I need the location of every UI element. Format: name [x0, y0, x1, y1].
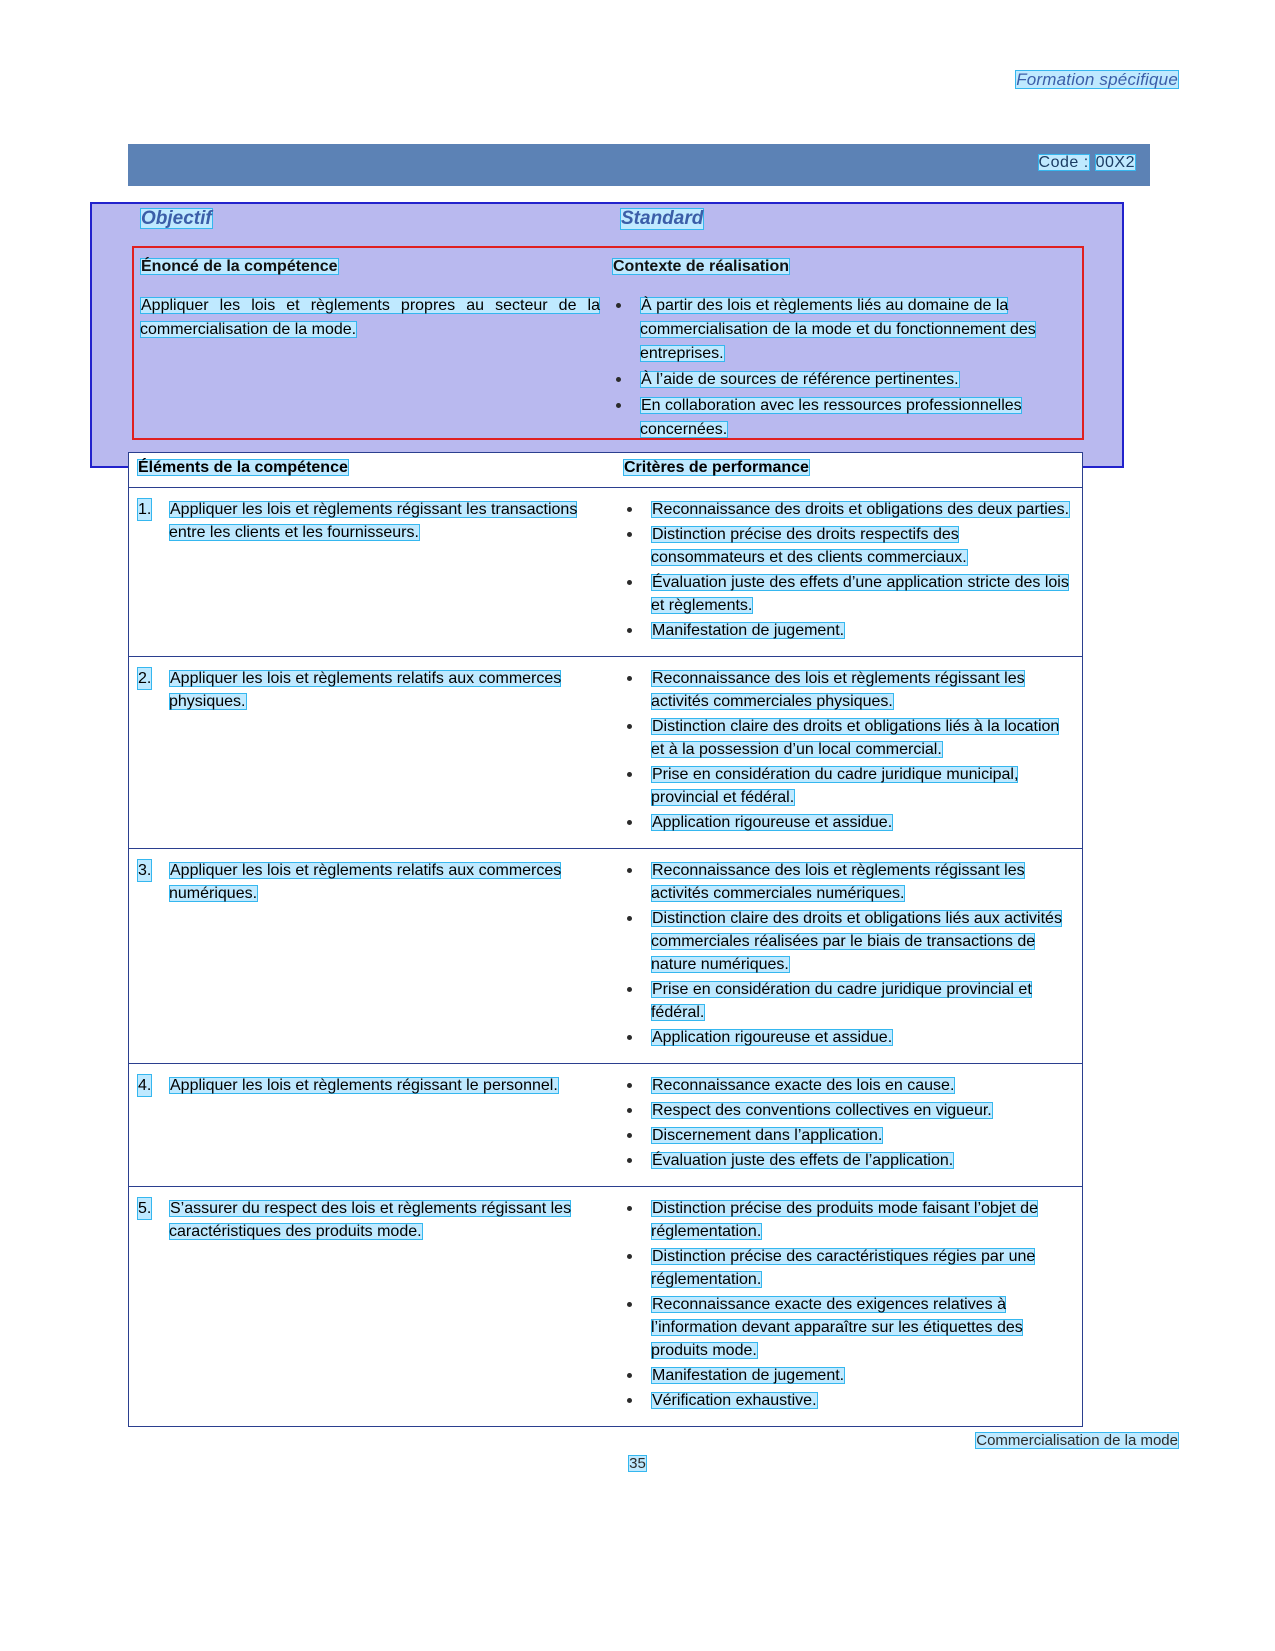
footer-program-label: Commercialisation de la mode [976, 1432, 1178, 1449]
criterion-text: Prise en considération du cadre juridique provincial et fédéral. [650, 981, 1032, 1021]
criterion-text: Application rigoureuse et assidue. [651, 814, 893, 831]
list-item [615, 1026, 1074, 1049]
competency-elements-table [128, 452, 1083, 1427]
list-item [615, 978, 1074, 1024]
element-text: Appliquer les lois et règlements relatifs aux commerces physiques. [169, 670, 562, 710]
list-item [615, 619, 1074, 642]
criterion-text: Reconnaissance exacte des exigences relatives à l’information devant apparaître sur les étiquettes des produits mode. [650, 1296, 1023, 1359]
element-cell [129, 488, 615, 656]
footer-program-label-wrap [975, 1432, 1179, 1449]
realization-context-header-wrap [612, 258, 790, 276]
criterion-text: Manifestation de jugement. [651, 622, 845, 639]
criterion-text: Reconnaissance des droits et obligations des deux parties. [651, 501, 1070, 518]
realization-context-list [604, 294, 1074, 442]
list-item [615, 498, 1074, 521]
list-item [615, 1074, 1074, 1097]
list-item [604, 294, 1074, 366]
criteria-list [615, 1197, 1074, 1412]
list-item [615, 1364, 1074, 1387]
element-number: 3. [137, 859, 152, 882]
code-value: 00X2 [1095, 154, 1135, 171]
element-number: 4. [137, 1074, 152, 1097]
criterion-text: Reconnaissance des lois et règlements régissant les activités commerciales physiques. [650, 670, 1025, 710]
list-item [615, 715, 1074, 761]
realization-context-item-2: En collaboration avec les ressources professionnelles concernées. [640, 397, 1022, 438]
element-text: Appliquer les lois et règlements régissant le personnel. [170, 1077, 558, 1094]
code-banner-text [1038, 154, 1136, 172]
list-item [615, 859, 1074, 905]
element-text: S’assurer du respect des lois et règlements régissant les caractéristiques des produits mode. [169, 1200, 572, 1240]
realization-context-item-1: À l’aide de sources de référence pertinentes. [641, 371, 959, 388]
objective-title: Objectif [141, 208, 212, 229]
list-item [615, 1389, 1074, 1412]
code-label: Code : [1038, 154, 1089, 171]
criteria-cell [615, 657, 1082, 848]
criterion-text: Respect des conventions collectives en vigueur. [651, 1102, 992, 1119]
criterion-text: Distinction claire des droits et obligations liés aux activités commerciales réalisées par le biais de transactions de nature numériques. [650, 910, 1062, 973]
table-row [129, 1187, 1082, 1426]
list-item [615, 571, 1074, 617]
criterion-text: Reconnaissance exacte des lois en cause. [651, 1077, 955, 1094]
objective-standard-titles [140, 208, 1100, 242]
table-row [129, 488, 1082, 657]
competency-statement-text-wrap [140, 294, 600, 342]
code-banner [128, 144, 1150, 186]
criterion-text: Manifestation de jugement. [651, 1367, 845, 1384]
element-number: 2. [137, 667, 152, 690]
element-number: 1. [137, 498, 152, 521]
competency-statement-header: Énoncé de la compétence [141, 258, 338, 275]
page-number-wrap [0, 1455, 1275, 1472]
page-header-section-label [1015, 70, 1179, 90]
element-number: 5. [137, 1197, 152, 1220]
criterion-text: Vérification exhaustive. [651, 1392, 817, 1409]
criterion-text: Distinction claire des droits et obligations liés à la location et à la possession d’un local commercial. [650, 718, 1060, 758]
list-item [615, 907, 1074, 976]
table-row [129, 849, 1082, 1064]
table-header-elements-wrap [129, 453, 615, 487]
table-row [129, 1064, 1082, 1187]
element-cell [129, 849, 615, 1063]
competency-context-box [132, 246, 1084, 440]
criteria-list [615, 1074, 1074, 1172]
list-item [615, 667, 1074, 713]
criteria-cell [615, 849, 1082, 1063]
table-header-row [129, 453, 1082, 488]
competency-statement-header-wrap [140, 258, 339, 276]
criterion-text: Prise en considération du cadre juridique municipal, provincial et fédéral. [650, 766, 1019, 806]
list-item [615, 1124, 1074, 1147]
criteria-list [615, 859, 1074, 1049]
realization-context-item-0: À partir des lois et règlements liés au domaine de la commercialisation de la mode et du fonctionnement des entreprises. [640, 297, 1036, 362]
criteria-list [615, 667, 1074, 834]
table-header-criteria-wrap [615, 453, 1082, 487]
criteria-list [615, 498, 1074, 642]
list-item [615, 811, 1074, 834]
criterion-text: Évaluation juste des effets de l’application. [651, 1152, 954, 1169]
list-item [615, 763, 1074, 809]
criterion-text: Discernement dans l’application. [651, 1127, 883, 1144]
competency-statement-text: Appliquer les lois et règlements propres au secteur de la commercialisation de la mode. [140, 297, 600, 338]
element-cell [129, 1187, 615, 1426]
list-item [615, 1149, 1074, 1172]
criteria-cell [615, 1064, 1082, 1186]
table-header-criteria: Critères de performance [623, 459, 809, 476]
table-row [129, 657, 1082, 849]
element-cell [129, 657, 615, 848]
list-item [615, 1197, 1074, 1243]
criterion-text: Distinction précise des produits mode faisant l’objet de réglementation. [650, 1200, 1038, 1240]
criterion-text: Reconnaissance des lois et règlements régissant les activités commerciales numériques. [650, 862, 1025, 902]
list-item [604, 368, 1074, 392]
criteria-cell [615, 488, 1082, 656]
criterion-text: Évaluation juste des effets d’une application stricte des lois et règlements. [650, 574, 1069, 614]
section-label-text: Formation spécifique [1016, 70, 1178, 89]
standard-title: Standard [621, 208, 704, 229]
criterion-text: Distinction précise des caractéristiques régies par une réglementation. [650, 1248, 1036, 1288]
list-item [604, 394, 1074, 442]
list-item [615, 1099, 1074, 1122]
criterion-text: Application rigoureuse et assidue. [651, 1029, 893, 1046]
element-cell [129, 1064, 615, 1186]
criteria-cell [615, 1187, 1082, 1426]
criterion-text: Distinction précise des droits respectifs des consommateurs et des clients commerciaux. [650, 526, 967, 566]
table-header-elements: Éléments de la compétence [138, 459, 348, 476]
element-text: Appliquer les lois et règlements relatifs aux commerces numériques. [169, 862, 562, 902]
realization-context-header: Contexte de réalisation [613, 258, 790, 275]
element-text: Appliquer les lois et règlements régissant les transactions entre les clients et les fournisseurs. [169, 501, 578, 541]
realization-context-list-wrap [604, 294, 1074, 444]
list-item [615, 1293, 1074, 1362]
page-number: 35 [629, 1455, 646, 1472]
list-item [615, 523, 1074, 569]
list-item [615, 1245, 1074, 1291]
objective-standard-panel [90, 202, 1124, 468]
